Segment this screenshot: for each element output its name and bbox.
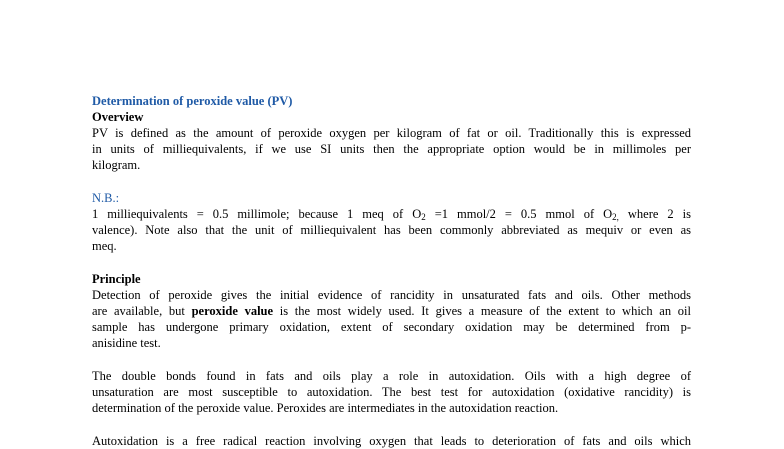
overview-heading: Overview	[92, 110, 144, 124]
overview-line-3: kilogram.	[92, 158, 141, 172]
nb-line-1-part-c: where 2 is	[618, 207, 691, 221]
para3-line-1	[92, 433, 691, 449]
overview-line-2-text: in units of milliequivalents, if we use SI units then the appropriate option would be in millimoles per	[92, 142, 691, 156]
para2-line-2	[92, 384, 691, 400]
nb-line-1-part-b: =1 mmol/2 = 0.5 mmol of O	[425, 207, 613, 221]
subscript-2-comma: 2,	[612, 212, 619, 222]
subscript-2: 2	[421, 212, 426, 222]
overview-line-1-text: PV is defined as the amount of peroxide oxygen per kilogram of fat or oil. Traditionally this is expressed	[92, 126, 691, 140]
document-title: Determination of peroxide value (PV)	[92, 94, 293, 108]
principle-line-3-text: sample has undergone primary oxidation, extent of secondary oxidation may be determined from p-	[92, 320, 691, 334]
nb-line-2-text: valence). Note also that the unit of milliequivalent has been commonly abbreviated as mequiv or even as	[92, 223, 691, 237]
principle-line-2-part-a: are available, but	[92, 304, 192, 318]
nb-line-2	[92, 222, 691, 238]
para2-line-1	[92, 368, 691, 384]
nb-line-3: meq.	[92, 239, 117, 253]
nb-line-1-part-a: 1 milliequivalents = 0.5 millimole; because 1 meq of O	[92, 207, 422, 221]
para3-line-1-text: Autoxidation is a free radical reaction involving oxygen that leads to deterioration of fats and oils which	[92, 434, 691, 448]
principle-line-2-part-b: is the most widely used. It gives a measure of the extent to which an oil	[273, 304, 691, 318]
nb-line-1	[92, 206, 691, 222]
overview-line-2	[92, 141, 691, 157]
principle-line-2	[92, 303, 691, 319]
principle-line-1	[92, 287, 691, 303]
principle-line-4: anisidine test.	[92, 336, 161, 350]
para2-line-2-text: unsaturation are most susceptible to autoxidation. The best test for autoxidation (oxidative rancidity) is	[92, 385, 691, 399]
nb-heading: N.B.:	[92, 191, 120, 205]
nb-line-1-text	[92, 206, 691, 222]
peroxide-value-bold: peroxide value	[191, 304, 274, 318]
principle-line-1-text: Detection of peroxide gives the initial evidence of rancidity in unsaturated fats and oils. Other methods	[92, 288, 691, 302]
para2-line-3: determination of the peroxide value. Peroxides are intermediates in the autoxidation reaction.	[92, 401, 559, 415]
para2-line-1-text: The double bonds found in fats and oils play a role in autoxidation. Oils with a high degree of	[92, 369, 691, 383]
overview-line-1	[92, 125, 691, 141]
principle-line-2-text	[92, 303, 691, 319]
principle-line-3	[92, 319, 691, 335]
principle-heading: Principle	[92, 272, 141, 286]
